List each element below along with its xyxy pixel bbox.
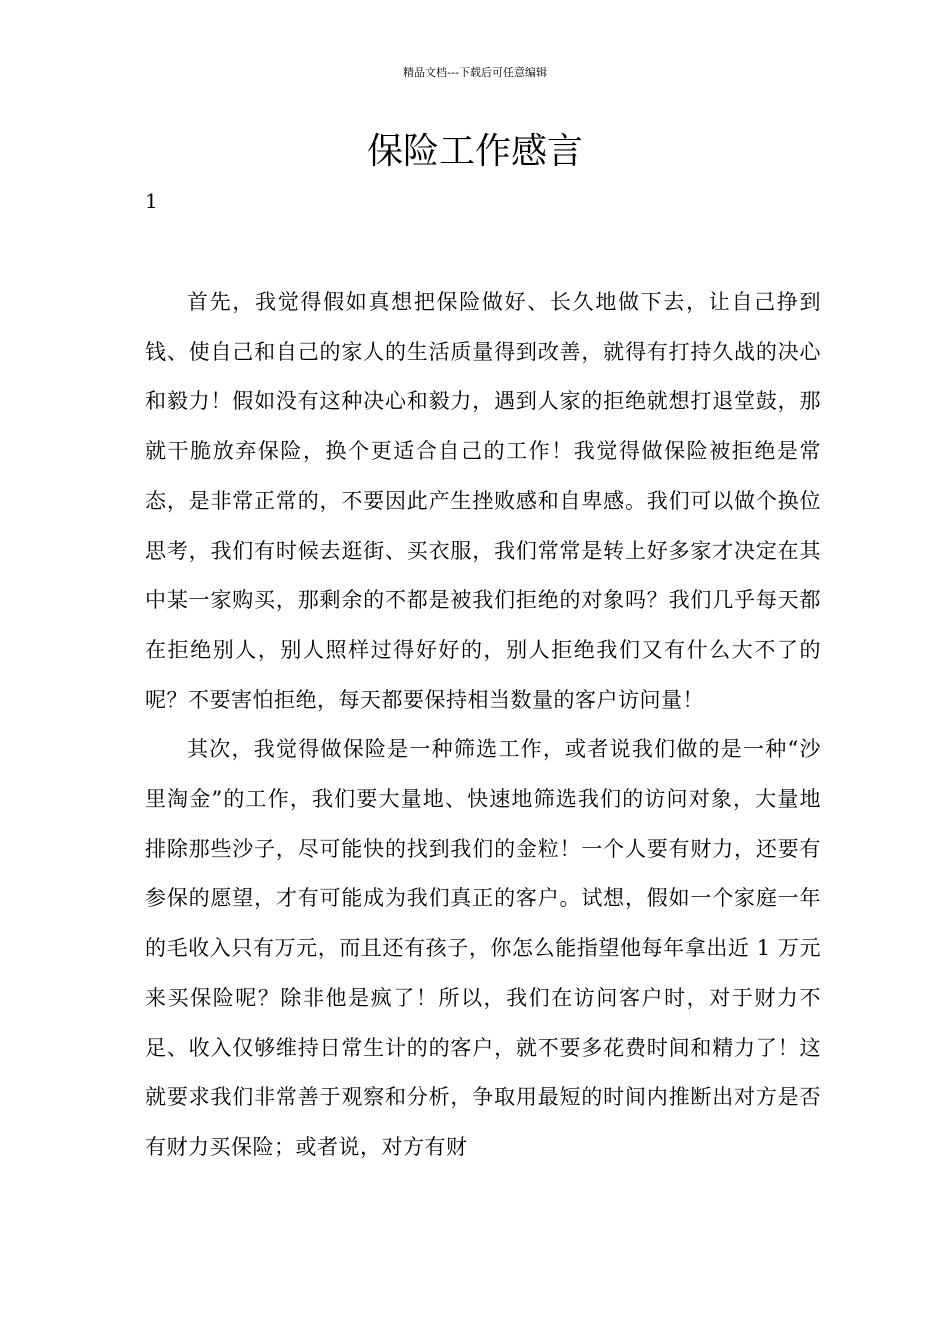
header-note: 精品文档---下载后可任意编辑 (403, 66, 547, 79)
paragraph-2: 其次，我觉得做保险是一种筛选工作，或者说我们做的是一种“沙里淘金”的工作，我们要大量地、快速地筛选我们的访问对象，大量地排除那些沙子，尽可能快的找到我们的金粒！一个人要有财力，还要有参保的愿望，才有可能成为我们真正的客户。试想，假如一个家庭一年的毛收入只有万元，而且还有孩子，你怎么能指望他每年拿出近 1 万元来买保险呢？除非他是疯了！所以，我们在访问客户时，对于财力不足、收入仅够维持日常生计的的客户，就不要多花费时间和精力了！这就要求我们非常善于观察和分析，争取用最短的时间内推断出对方是否有财力买保险；或者说，对方有财 (145, 737, 821, 1159)
paragraph-1: 首先，我觉得假如真想把保险做好、长久地做下去，让自己挣到钱、使自己和自己的家人的生活质量得到改善，就得有打持久战的决心和毅力！假如没有这种决心和毅力，遇到人家的拒绝就想打退堂鼓，那就干脆放弃保险，换个更适合自己的工作！我觉得做保险被拒绝是常态，是非常正常的，不要因此产生挫败感和自卑感。我们可以做个换位思考，我们有时候去逛街、买衣服，我们常常是转上好多家才决定在其中某一家购买，那剩余的不都是被我们拒绝的对象吗？我们几乎每天都在拒绝别人，别人照样过得好好的，别人拒绝我们又有什么大不了的呢？不要害怕拒绝，每天都要保持相当数量的客户访问量！ (145, 290, 821, 712)
section-number: 1 (145, 189, 158, 213)
document-body (145, 278, 821, 1173)
document-title: 保险工作感言 (366, 131, 583, 172)
